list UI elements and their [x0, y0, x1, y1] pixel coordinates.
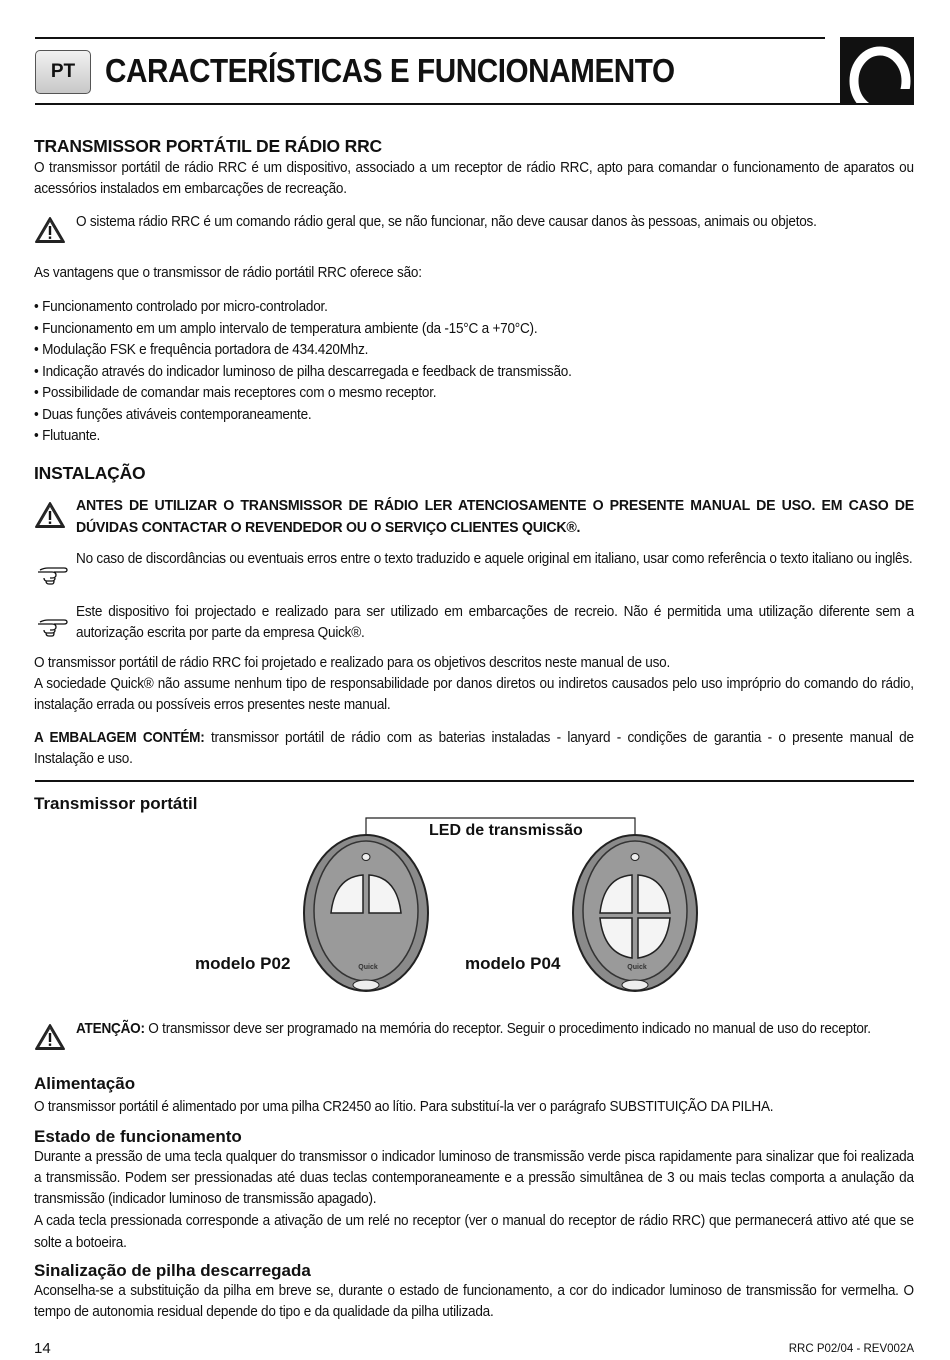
paragraph: Aconselha-se a substituição da pilha em breve se, durante o estado de funcionamento, a cor do indicador luminoso de transmissão for vermelha. O tempo de autonomia residual depende do tipo e da qualidade da pilha utilizada.	[34, 1283, 914, 1320]
paragraph: O transmissor portátil de rádio RRC foi projetado e realizado para os objetivos descritos neste manual de uso.	[34, 655, 671, 671]
remote-p02	[304, 835, 428, 991]
section-title: TRANSMISSOR PORTÁTIL DE RÁDIO RRC	[34, 136, 382, 156]
paragraph: Durante a pressão de uma tecla qualquer do transmissor o indicador luminoso de transmissão verde pisca rapidamente para sinalizar que foi realizada a transmissão. Podem ser pressionadas até duas teclas contemporaneamente e a pressão simultânea de 3 ou mais teclas comporta a anulação da transmissão (indicador luminoso de transmissão apagado).	[34, 1149, 914, 1207]
list-item: • Possibilidade de comandar mais receptores com o mesmo receptor.	[34, 383, 914, 405]
attention-text	[76, 1019, 914, 1040]
paragraph: A sociedade Quick® não assume nenhum tipo de responsabilidade por danos diretos ou indiretos causados pelo uso impróprio do comando do rádio, instalação errada ou possíveis erros presentes neste manual.	[34, 676, 914, 713]
paragraph: A cada tecla pressionada corresponde a ativação de um relé no receptor (ver o manual do receptor de rádio RRC) que permanecerá attivo até que se solte a botoeira.	[34, 1213, 914, 1251]
advantages-list	[34, 297, 914, 448]
subsection-title: Estado de funcionamento	[34, 1127, 242, 1146]
package-text: transmissor portátil de rádio com as baterias instaladas - lanyard - condições de garantia - o presente manual de Instalação e uso.	[34, 730, 914, 767]
warning-icon	[34, 1022, 66, 1052]
note-text: Este dispositivo foi projectado e realizado para ser utilizado em embarcações de recreio. Não é permitida uma utilização diferente sem a autorização escrita por parte da empresa Quick®.	[76, 604, 914, 641]
page-number: 14	[34, 1340, 51, 1357]
package-label: A EMBALAGEM CONTÉM:	[34, 730, 205, 746]
remote-p04	[573, 835, 697, 991]
document-code: RRC P02/04 - REV002A	[788, 1343, 914, 1355]
subsection-title: Alimentação	[34, 1074, 136, 1093]
pointing-hand-icon	[36, 610, 68, 640]
paragraph: O transmissor portátil é alimentado por uma pilha CR2450 ao lítio. Para substituí-la ver o parágrafo SUBSTITUIÇÃO DA PILHA.	[34, 1099, 774, 1115]
paragraph: O transmissor portátil de rádio RRC é um dispositivo, associado a um receptor de rádio RRC, apto para comandar o funcionamento de aparatos ou acessórios instalados em embarcações de recreação.	[34, 160, 914, 197]
remote-figure	[280, 810, 700, 1010]
paragraph: As vantagens que o transmissor de rádio portátil RRC oferece são:	[34, 265, 422, 281]
list-item: • Funcionamento em um amplo intervalo de temperatura ambiente (da -15°C a +70°C).	[34, 319, 914, 341]
page-title: CARACTERÍSTICAS E FUNCIONAMENTO	[105, 52, 675, 89]
model-p04-label: modelo P04	[465, 954, 561, 973]
top-rule	[35, 37, 825, 39]
list-item: • Funcionamento controlado por micro-controlador.	[34, 297, 914, 319]
header-rule	[35, 103, 914, 105]
language-badge	[35, 50, 91, 94]
list-item: • Indicação através do indicador luminoso de pilha descarregada e feedback de transmissão.	[34, 362, 914, 384]
led-label: LED de transmissão	[429, 822, 583, 839]
attention-body: O transmissor deve ser programado na memória do receptor. Seguir o procedimento indicado no manual de uso do receptor.	[144, 1021, 871, 1037]
list-item: • Duas funções ativáveis contemporaneamente.	[34, 405, 914, 427]
subsection-title: Sinalização de pilha descarregada	[34, 1261, 311, 1280]
figure-title: Transmissor portátil	[34, 794, 198, 813]
note-text: No caso de discordâncias ou eventuais erros entre o texto traduzido e aquele original em italiano, usar como referência o texto italiano ou inglês.	[76, 551, 913, 567]
attention-label: ATENÇÃO:	[76, 1021, 145, 1037]
warning-icon	[34, 500, 66, 530]
warning-text: ANTES DE UTILIZAR O TRANSMISSOR DE RÁDIO LER ATENCIOSAMENTE O PRESENTE MANUAL DE USO. EM CASO DE DÚVIDAS CONTACTAR O REVENDEDOR OU O SERVIÇO CLIENTES QUICK®.	[76, 497, 914, 536]
package-contents	[34, 728, 914, 770]
language-code: PT	[50, 61, 76, 82]
pointing-hand-icon	[36, 558, 68, 588]
list-item: • Modulação FSK e frequência portadora de 434.420Mhz.	[34, 340, 914, 362]
warning-text: O sistema rádio RRC é um comando rádio geral que, se não funcionar, não deve causar danos às pessoas, animais ou objetos.	[76, 214, 817, 230]
section-title: INSTALAÇÃO	[34, 463, 146, 483]
model-p02-label: modelo P02	[195, 954, 291, 973]
quick-logo	[840, 37, 914, 103]
warning-icon	[34, 215, 66, 245]
list-item: • Flutuante.	[34, 426, 914, 448]
section-rule	[35, 780, 914, 782]
